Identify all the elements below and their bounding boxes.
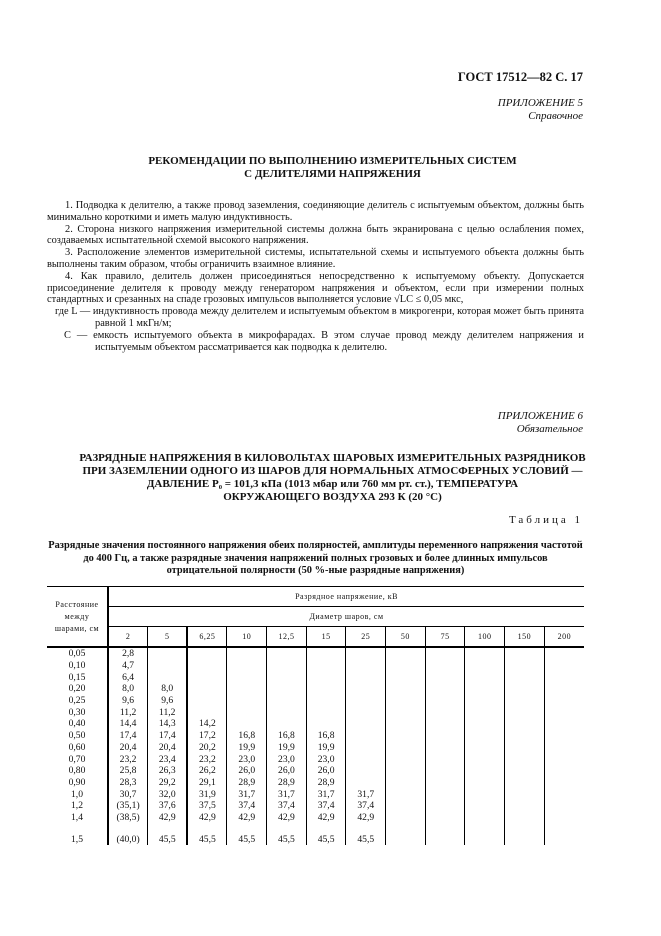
empty-cell: [465, 777, 505, 789]
voltage-cell: 28,9: [267, 777, 307, 789]
empty-cell: [346, 765, 386, 777]
diameter-header: 6,25: [187, 627, 227, 648]
table-caption: Разрядные значения постоянного напряжения обеих полярностей, амплитуды переменного напряжения частотой до 400 Гц, а также разрядные значения напряжений полных грозовых и более длинных импульсов отрицательной полярности (50 %-ные разрядные напряжения): [48, 540, 583, 576]
empty-cell: [505, 695, 545, 707]
empty-cell: [544, 671, 584, 683]
voltage-cell: 8,0: [148, 683, 188, 695]
voltage-cell: 17,4: [108, 730, 148, 742]
empty-cell: [505, 788, 545, 800]
voltage-cell: 42,9: [187, 812, 227, 824]
table-row: [47, 660, 584, 672]
empty-cell: [346, 777, 386, 789]
empty-cell: [386, 671, 426, 683]
table-row: [47, 800, 584, 812]
voltage-cell: 9,6: [108, 695, 148, 707]
empty-cell: [465, 753, 505, 765]
table-number: Таблица 1: [508, 514, 583, 526]
empty-cell: [346, 683, 386, 695]
voltage-cell: 9,6: [148, 695, 188, 707]
definition-C: C — емкость испытуемого объекта в микрофарадах. В этом случае провод между делителем напряжения и испытуемым объектом рассматривается как подводка к делителю.: [64, 329, 584, 353]
voltage-cell: 31,9: [187, 788, 227, 800]
voltage-cell: 31,7: [227, 788, 267, 800]
diameter-header: 50: [386, 627, 426, 648]
empty-cell: [425, 800, 465, 812]
diameter-header: 2: [108, 627, 148, 648]
distance-cell: 0,60: [68, 741, 86, 753]
voltage-cell: 16,8: [267, 730, 307, 742]
table-row: [47, 823, 584, 845]
empty-cell: [505, 823, 545, 845]
voltage-cell: (35,1): [108, 800, 148, 812]
empty-cell: [227, 647, 267, 660]
empty-cell: [306, 660, 346, 672]
empty-cell: [306, 706, 346, 718]
voltage-cell: 19,9: [267, 742, 307, 754]
voltage-cell: 42,9: [148, 812, 188, 824]
empty-cell: [346, 671, 386, 683]
empty-cell: [425, 647, 465, 660]
diameter-header: 75: [425, 627, 465, 648]
distance-cell: 1,0: [71, 788, 83, 800]
table-row: [47, 695, 584, 707]
distance-cell: 0,15: [68, 671, 86, 683]
voltage-cell: 23,4: [148, 753, 188, 765]
empty-cell: [465, 765, 505, 777]
voltage-cell: 23,0: [306, 753, 346, 765]
empty-cell: [267, 671, 307, 683]
diameter-header: 200: [544, 627, 584, 648]
empty-cell: [505, 812, 545, 824]
voltage-cell: 37,4: [306, 800, 346, 812]
empty-cell: [544, 647, 584, 660]
voltage-cell: 17,4: [148, 730, 188, 742]
empty-cell: [425, 823, 465, 845]
empty-cell: [505, 800, 545, 812]
voltage-cell: 26,0: [306, 765, 346, 777]
diameter-header: 5: [148, 627, 188, 648]
empty-cell: [346, 706, 386, 718]
voltage-cell: 45,5: [346, 823, 386, 845]
voltage-cell: 19,9: [306, 742, 346, 754]
paragraph: 2. Сторона низкого напряжения измерительной системы должна быть экранирована с целью ослабления помех, создаваемых испытательной схемой высокого напряжения.: [47, 223, 584, 247]
empty-cell: [386, 823, 426, 845]
voltage-cell: 19,9: [227, 742, 267, 754]
empty-cell: [544, 718, 584, 730]
empty-cell: [187, 660, 227, 672]
empty-cell: [346, 718, 386, 730]
paragraph: 4. Как правило, делитель должен присоединяться непосредственно к испытуемому объекту. Допускается присоединение делителя к проводу между генератором напряжения и объектом, если при измерении полных стандартных и срезанных на спаде грозовых импульсов выполняется условие √LC ≤ 0,05 мкс,: [47, 270, 584, 306]
empty-cell: [386, 812, 426, 824]
empty-cell: [227, 683, 267, 695]
distance-cell: 0,40: [68, 718, 86, 730]
voltage-cell: 4,7: [108, 660, 148, 672]
voltage-cell: 23,2: [187, 753, 227, 765]
empty-cell: [544, 660, 584, 672]
voltage-cell: 14,4: [108, 718, 148, 730]
empty-cell: [544, 683, 584, 695]
voltage-cell: 23,2: [108, 753, 148, 765]
voltage-cell: 28,9: [306, 777, 346, 789]
empty-cell: [544, 730, 584, 742]
empty-cell: [346, 695, 386, 707]
voltage-cell: 23,0: [267, 753, 307, 765]
empty-cell: [465, 812, 505, 824]
voltage-cell: 42,9: [267, 812, 307, 824]
empty-cell: [187, 683, 227, 695]
distance-cell: 0,25: [68, 695, 86, 707]
distance-cell: 0,50: [68, 730, 86, 742]
empty-cell: [346, 753, 386, 765]
diameter-header: 100: [465, 627, 505, 648]
distance-cell: 0,90: [68, 776, 86, 788]
empty-cell: [227, 671, 267, 683]
empty-cell: [544, 753, 584, 765]
voltage-cell: 17,2: [187, 730, 227, 742]
empty-cell: [306, 647, 346, 660]
empty-cell: [148, 671, 188, 683]
empty-cell: [465, 823, 505, 845]
voltage-cell: 45,5: [267, 823, 307, 845]
voltage-cell: 11,2: [108, 706, 148, 718]
empty-cell: [187, 706, 227, 718]
empty-cell: [425, 695, 465, 707]
empty-cell: [267, 706, 307, 718]
voltage-cell: 31,7: [346, 788, 386, 800]
diameter-header: 10: [227, 627, 267, 648]
distance-cell: 0,05: [68, 648, 86, 660]
distance-cell: 1,2: [71, 800, 83, 812]
empty-cell: [544, 706, 584, 718]
empty-cell: [465, 800, 505, 812]
voltage-cell: 16,8: [306, 730, 346, 742]
empty-cell: [306, 671, 346, 683]
empty-cell: [465, 788, 505, 800]
table-row: [47, 765, 584, 777]
group-header: Разрядное напряжение, кВ: [108, 587, 584, 607]
empty-cell: [544, 695, 584, 707]
empty-cell: [227, 660, 267, 672]
discharge-voltage-table: [47, 586, 584, 845]
empty-cell: [465, 683, 505, 695]
empty-cell: [346, 647, 386, 660]
empty-cell: [544, 742, 584, 754]
voltage-cell: 45,5: [306, 823, 346, 845]
empty-cell: [267, 647, 307, 660]
empty-cell: [505, 730, 545, 742]
voltage-cell: 37,5: [187, 800, 227, 812]
voltage-cell: 14,3: [148, 718, 188, 730]
empty-cell: [544, 777, 584, 789]
voltage-cell: 2,8: [108, 647, 148, 660]
appendix-5-title: РЕКОМЕНДАЦИИ ПО ВЫПОЛНЕНИЮ ИЗМЕРИТЕЛЬНЫХ СИСТЕМ С ДЕЛИТЕЛЯМИ НАПРЯЖЕНИЯ: [148, 155, 517, 180]
empty-cell: [386, 718, 426, 730]
voltage-cell: 26,2: [187, 765, 227, 777]
empty-cell: [544, 812, 584, 824]
empty-cell: [505, 683, 545, 695]
voltage-cell: 42,9: [346, 812, 386, 824]
empty-cell: [505, 777, 545, 789]
empty-cell: [505, 753, 545, 765]
empty-cell: [465, 695, 505, 707]
appendix-6-label: ПРИЛОЖЕНИЕ 6 Обязательное: [497, 410, 583, 435]
voltage-cell: 25,8: [108, 765, 148, 777]
row-header: Расстояние между шарами, см: [47, 587, 108, 648]
empty-cell: [306, 695, 346, 707]
voltage-cell: 29,2: [148, 777, 188, 789]
empty-cell: [267, 660, 307, 672]
empty-cell: [425, 765, 465, 777]
diameter-header: 25: [346, 627, 386, 648]
empty-cell: [187, 647, 227, 660]
voltage-cell: 26,0: [227, 765, 267, 777]
empty-cell: [544, 800, 584, 812]
empty-cell: [425, 683, 465, 695]
empty-cell: [425, 706, 465, 718]
empty-cell: [425, 788, 465, 800]
distance-cell: 0,30: [68, 706, 86, 718]
empty-cell: [306, 683, 346, 695]
distance-cell: 0,80: [68, 765, 86, 777]
table-row: [47, 718, 584, 730]
empty-cell: [187, 671, 227, 683]
empty-cell: [465, 660, 505, 672]
voltage-cell: 20,4: [108, 742, 148, 754]
empty-cell: [505, 647, 545, 660]
empty-cell: [425, 753, 465, 765]
empty-cell: [386, 695, 426, 707]
empty-cell: [505, 718, 545, 730]
voltage-cell: 26,3: [148, 765, 188, 777]
voltage-cell: 31,7: [267, 788, 307, 800]
voltage-cell: 6,4: [108, 671, 148, 683]
empty-cell: [386, 753, 426, 765]
voltage-cell: 29,1: [187, 777, 227, 789]
empty-cell: [187, 695, 227, 707]
voltage-cell: 31,7: [306, 788, 346, 800]
empty-cell: [227, 695, 267, 707]
definition-L: где L — индуктивность провода между делителем и испытуемым объектом в микрогенри, которая может быть принята равной 1 мкГн/м;: [55, 306, 584, 329]
empty-cell: [544, 788, 584, 800]
empty-cell: [465, 706, 505, 718]
empty-cell: [465, 742, 505, 754]
table-row: [47, 788, 584, 800]
voltage-cell: 42,9: [227, 812, 267, 824]
voltage-cell: 14,2: [187, 718, 227, 730]
diameter-header: 15: [306, 627, 346, 648]
empty-cell: [346, 660, 386, 672]
empty-cell: [346, 742, 386, 754]
paragraph: 1. Подводка к делителю, а также провод заземления, соединяющие делитель с испытуемым объектом, должны быть минимально короткими и иметь малую индуктивность.: [47, 200, 584, 223]
table-row: [47, 777, 584, 789]
voltage-cell: 20,4: [148, 742, 188, 754]
voltage-cell: 28,3: [108, 777, 148, 789]
empty-cell: [386, 788, 426, 800]
empty-cell: [386, 706, 426, 718]
distance-cell: 0,10: [68, 660, 86, 672]
page-header: ГОСТ 17512—82 С. 17: [457, 70, 583, 84]
empty-cell: [425, 730, 465, 742]
appendix-6-title: РАЗРЯДНЫЕ НАПРЯЖЕНИЯ В КИЛОВОЛЬТАХ ШАРОВЫХ ИЗМЕРИТЕЛЬНЫХ РАЗРЯДНИКОВ ПРИ ЗАЗЕМЛЕНИИ ОДНОГО ИЗ ШАРОВ ДЛЯ НОРМАЛЬНЫХ АТМОСФЕРНЫХ УСЛОВИЙ — ДАВЛЕНИЕ P₀ = 101,3 кПа (1013 мбар или 760 мм рт. ст.), ТЕМПЕРАТУРА ОКРУЖАЮЩЕГО ВОЗДУХА 293 К (20 °С): [79, 452, 586, 503]
voltage-cell: 16,8: [227, 730, 267, 742]
distance-cell: 1,4: [71, 811, 83, 823]
voltage-cell: 30,7: [108, 788, 148, 800]
voltage-cell: 37,4: [267, 800, 307, 812]
empty-cell: [544, 765, 584, 777]
empty-cell: [505, 742, 545, 754]
empty-cell: [505, 765, 545, 777]
voltage-cell: 28,9: [227, 777, 267, 789]
voltage-cell: 20,2: [187, 742, 227, 754]
voltage-cell: 45,5: [148, 823, 188, 845]
voltage-cell: 32,0: [148, 788, 188, 800]
empty-cell: [267, 683, 307, 695]
voltage-cell: 11,2: [148, 706, 188, 718]
empty-cell: [425, 671, 465, 683]
empty-cell: [465, 671, 505, 683]
empty-cell: [267, 695, 307, 707]
distance-cell: 0,20: [68, 683, 86, 695]
voltage-cell: 23,0: [227, 753, 267, 765]
empty-cell: [148, 660, 188, 672]
empty-cell: [227, 706, 267, 718]
voltage-cell: 42,9: [306, 812, 346, 824]
voltage-cell: 45,5: [227, 823, 267, 845]
empty-cell: [544, 823, 584, 845]
table-row: [47, 706, 584, 718]
sub-header: Диаметр шаров, см: [108, 607, 584, 627]
table-row: [47, 742, 584, 754]
empty-cell: [505, 706, 545, 718]
voltage-cell: 37,4: [346, 800, 386, 812]
empty-cell: [346, 730, 386, 742]
voltage-cell: 8,0: [108, 683, 148, 695]
empty-cell: [465, 730, 505, 742]
diameter-header: 12,5: [267, 627, 307, 648]
table-row: [47, 753, 584, 765]
empty-cell: [425, 777, 465, 789]
empty-cell: [386, 647, 426, 660]
table-row: [47, 812, 584, 824]
voltage-cell: (38,5): [108, 812, 148, 824]
empty-cell: [386, 800, 426, 812]
empty-cell: [425, 812, 465, 824]
empty-cell: [306, 718, 346, 730]
empty-cell: [505, 671, 545, 683]
empty-cell: [425, 718, 465, 730]
empty-cell: [386, 742, 426, 754]
table-row: [47, 647, 584, 660]
distance-cell: 0,70: [68, 753, 86, 765]
distance-cell: 1,5: [71, 834, 83, 846]
diameter-header: 150: [505, 627, 545, 648]
appendix-5-body: [47, 200, 584, 353]
empty-cell: [425, 660, 465, 672]
paragraph: 3. Расположение элементов измерительной системы, испытательной схемы и испытуемого объекта должны быть выполнены таким образом, чтобы ограничить взаимное влияние.: [47, 247, 584, 270]
empty-cell: [386, 730, 426, 742]
empty-cell: [386, 660, 426, 672]
voltage-cell: 26,0: [267, 765, 307, 777]
voltage-cell: 37,4: [227, 800, 267, 812]
voltage-cell: 45,5: [187, 823, 227, 845]
empty-cell: [505, 660, 545, 672]
empty-cell: [465, 718, 505, 730]
table-row: [47, 671, 584, 683]
empty-cell: [227, 718, 267, 730]
table-row: [47, 730, 584, 742]
empty-cell: [386, 765, 426, 777]
table-row: [47, 683, 584, 695]
empty-cell: [267, 718, 307, 730]
empty-cell: [465, 647, 505, 660]
empty-cell: [386, 683, 426, 695]
empty-cell: [425, 742, 465, 754]
voltage-cell: 37,6: [148, 800, 188, 812]
voltage-cell: (40,0): [108, 823, 148, 845]
empty-cell: [386, 777, 426, 789]
empty-cell: [148, 647, 188, 660]
appendix-5-label: ПРИЛОЖЕНИЕ 5 Справочное: [497, 97, 583, 122]
